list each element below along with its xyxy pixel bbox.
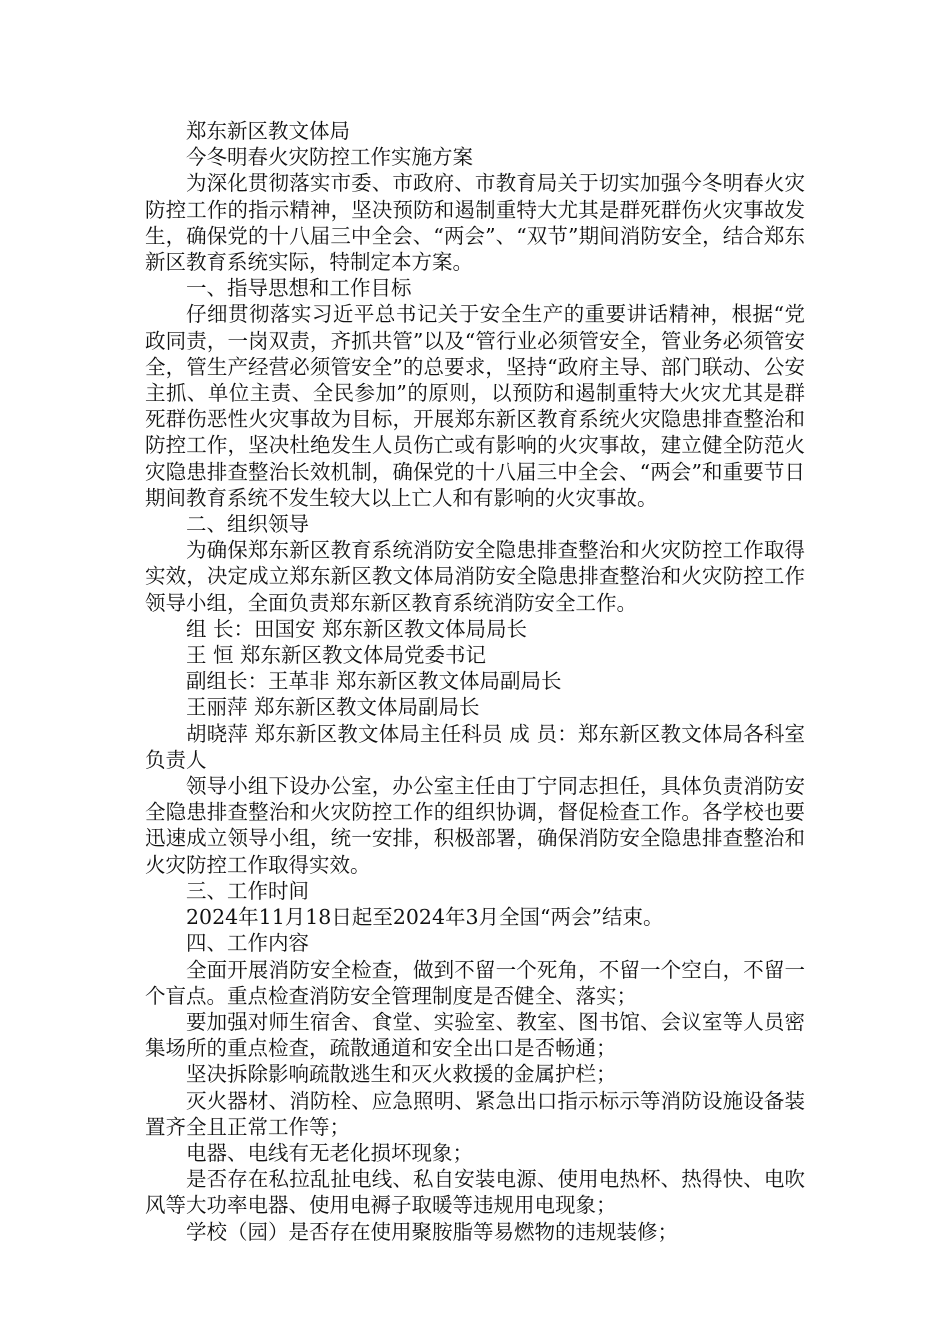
work-content-item: 电器、电线有无老化损坏现象； [186, 1140, 473, 1165]
leader-line: 胡晓萍 郑东新区教文体局主任科员 成 员：郑东新区教文体局各科室负责人 [145, 721, 805, 772]
leader-line: 副组长：王革非 郑东新区教文体局副局长 [186, 669, 562, 694]
leader-line: 王 恒 郑东新区教文体局党委书记 [186, 643, 487, 668]
leader-line: 王丽萍 郑东新区教文体局副局长 [186, 695, 480, 720]
work-content-item: 全面开展消防安全检查，做到不留一个死角，不留一个空白，不留一个盲点。重点检查消防安全管理制度是否健全、落实； [145, 957, 805, 1008]
work-content-item: 坚决拆除影响疏散逃生和灭火救援的金属护栏； [186, 1062, 617, 1087]
work-time-paragraph: 2024年11月18日起至2024年3月全国“两会”结束。 [186, 905, 664, 930]
section-heading-2: 二、组织领导 [186, 512, 309, 537]
section-heading-4: 四、工作内容 [186, 931, 309, 956]
work-content-item: 要加强对师生宿舍、食堂、实验室、教室、图书馆、会议室等人员密集场所的重点检查，疏散通道和安全出口是否畅通； [145, 1009, 805, 1061]
section-1-paragraph: 仔细贯彻落实习近平总书记关于安全生产的重要讲话精神，根据“党政同责，一岗双责，齐抓共管”以及“管行业必须管安全，管业务必须管安全，管生产经营必须管安全”的总要求，坚持“政府主导、部门联动、公安主抓、单位主责、全民参加”的原则，以预防和遏制重特大火灾尤其是群死群伤恶性火灾事故为目标，开展郑东新区教育系统火灾隐患排查整治和防控工作，坚决杜绝发生人员伤亡或有影响的火灾事故，建立健全防范火灾隐患排查整治长效机制，确保党的十八届三中全会、“两会”和重要节日期间教育系统不发生较大以上亡人和有影响的火灾事故。 [145, 302, 805, 510]
document-title: 今冬明春火灾防控工作实施方案 [186, 145, 473, 170]
leader-line: 组 长：田国安 郑东新区教文体局局长 [186, 616, 528, 641]
org-name: 郑东新区教文体局 [186, 119, 350, 143]
section-heading-1: 一、指导思想和工作目标 [186, 276, 412, 301]
work-content-item: 灭火器材、消防栓、应急照明、紧急出口指示标示等消防设施设备装置齐全且正常工作等； [145, 1088, 805, 1139]
section-2-paragraph: 为确保郑东新区教育系统消防安全隐患排查整治和火灾防控工作取得实效，决定成立郑东新区教文体局消防安全隐患排查整治和火灾防控工作领导小组，全面负责郑东新区教育系统消防安全工作。 [145, 538, 805, 615]
work-content-item: 学校（园）是否存在使用聚胺脂等易燃物的违规装修； [186, 1219, 678, 1244]
office-paragraph: 领导小组下设办公室，办公室主任由丁宁同志担任，具体负责消防安全隐患排查整治和火灾防控工作的组织协调，督促检查工作。各学校也要迅速成立领导小组，统一安排，积极部署，确保消防安全隐患排查整治和火灾防控工作取得实效。 [145, 774, 805, 877]
intro-paragraph: 为深化贯彻落实市委、市政府、市教育局关于切实加强今冬明春火灾防控工作的指示精神，坚决预防和遏制重特大尤其是群死群伤火灾事故发生，确保党的十八届三中全会、“两会”、“双节”期间消防安全，结合郑东新区教育系统实际，特制定本方案。 [145, 171, 805, 275]
work-content-item: 是否存在私拉乱扯电线、私自安装电源、使用电热杯、热得快、电吹风等大功率电器、使用电褥子取暖等违规用电现象； [145, 1167, 805, 1218]
section-heading-3: 三、工作时间 [186, 878, 309, 903]
document-page [145, 118, 805, 1245]
